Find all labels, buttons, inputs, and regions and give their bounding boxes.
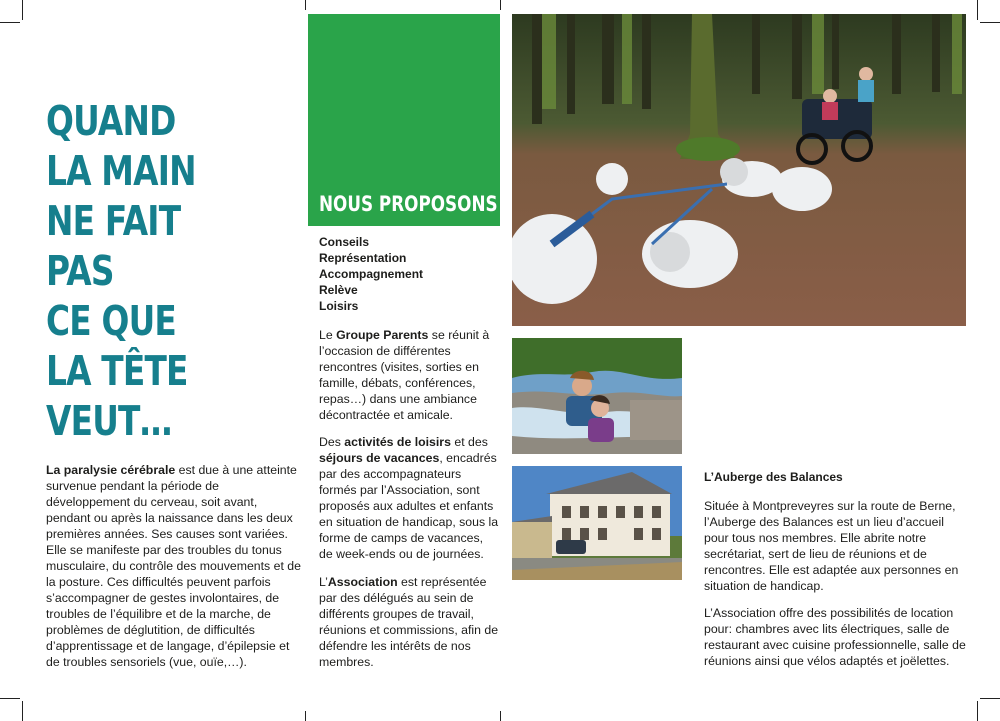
headline-line: NE FAIT <box>46 197 181 245</box>
crop-mark <box>22 0 23 20</box>
paralysis-definition: est due à une atteinte survenue pendant la période de développement du cerveau, soit avant, pendant ou après la naissance dans les deux premières années. Ses causes sont variées. <box>46 463 297 541</box>
crop-mark <box>0 698 20 699</box>
offer-item: Relève <box>319 283 358 297</box>
fold-mark <box>500 0 501 10</box>
paralysis-paragraph <box>46 462 302 542</box>
parents-group-term: Groupe Parents <box>336 328 429 342</box>
text-run: est représentée par des délégués au sein de différents groupes de travail, réunions et commissions, afin de défendre les intérêts de nos membres. <box>319 575 499 669</box>
fold-mark <box>305 0 306 10</box>
offers-list <box>319 234 423 314</box>
headline-line: LA MAIN <box>46 147 196 195</box>
association-term: Association <box>327 575 398 589</box>
paralysis-term: La paralysie cérébrale <box>46 463 176 477</box>
fold-mark <box>305 711 306 721</box>
offer-item: Représentation <box>319 251 407 265</box>
text-run: Le <box>319 328 337 342</box>
text-run: , encadrés par des accompagnateurs formés par l’Association, sont proposés aux adultes et enfants en situation de handicap, sous la forme de camps de vacances, de week-ends ou de journées. <box>319 451 499 561</box>
headline-line: VEUT… <box>46 397 172 445</box>
auberge-building-photo <box>512 466 682 580</box>
rental-paragraph: L’Association offre des possibilités de location pour: chambres avec lits électriques, salle de restaurant avec cuisine professionnelle, salle de réunions ainsi que vélos adaptés et joëlettes. <box>704 606 966 668</box>
crop-mark <box>980 22 1000 23</box>
crop-mark <box>977 701 978 721</box>
headline-line: CE QUE <box>46 297 177 345</box>
leisure-paragraph <box>319 434 499 562</box>
headline <box>46 96 246 446</box>
offer-item: Conseils <box>319 235 370 249</box>
holiday-term: séjours de vacances <box>319 451 440 465</box>
section-title: NOUS PROPOSONS <box>319 192 498 216</box>
headline-line: QUAND <box>46 97 176 145</box>
parents-group-paragraph <box>319 327 499 423</box>
crop-mark <box>0 22 20 23</box>
offer-item: Accompagnement <box>319 267 424 281</box>
paralysis-text <box>46 462 302 670</box>
crop-mark <box>977 0 978 20</box>
headline-line: LA TÊTE <box>46 347 188 395</box>
leisure-term: activités de loisirs <box>344 435 451 449</box>
forest-sled-dogs-photo <box>512 14 966 326</box>
fold-mark <box>500 711 501 721</box>
auberge-title: L’Auberge des Balances <box>704 470 843 484</box>
river-child-photo <box>512 338 682 454</box>
crop-mark <box>980 698 1000 699</box>
text-run: L’ <box>319 575 328 589</box>
auberge-description: Située à Montpreveyres sur la route de Berne, l’Auberge des Balances est un lieu d’accueil pour tous nos membres. Elle abrite notre secrétariat, sert de lieu de réunions et de rencontres. Elle est adaptée aux personnes en situation de handicap. <box>704 499 959 593</box>
text-run: se réunit à l’occasion de différentes rencontres (visites, sorties en famille, débats, conférences, repas…) dans une ambiance décontractée et amicale. <box>319 328 490 422</box>
association-paragraph <box>319 574 499 670</box>
headline-line: PAS <box>46 247 114 295</box>
paralysis-symptoms: Elle se manifeste par des troubles du tonus musculaire, du contrôle des mouvements et de la posture. Ces difficultés peuvent parfois s’accompagner de gestes involontaires, de troubles de l’équilibre et de la marche, de problèmes de déglutition, de difficultés d’apprentissage et de langage, d’épilepsie et de troubles sensoriels (vue, ouïe,…). <box>46 543 301 669</box>
offer-item: Loisirs <box>319 299 359 313</box>
text-run: Des <box>319 435 345 449</box>
text-run: et des <box>450 435 488 449</box>
crop-mark <box>22 701 23 721</box>
